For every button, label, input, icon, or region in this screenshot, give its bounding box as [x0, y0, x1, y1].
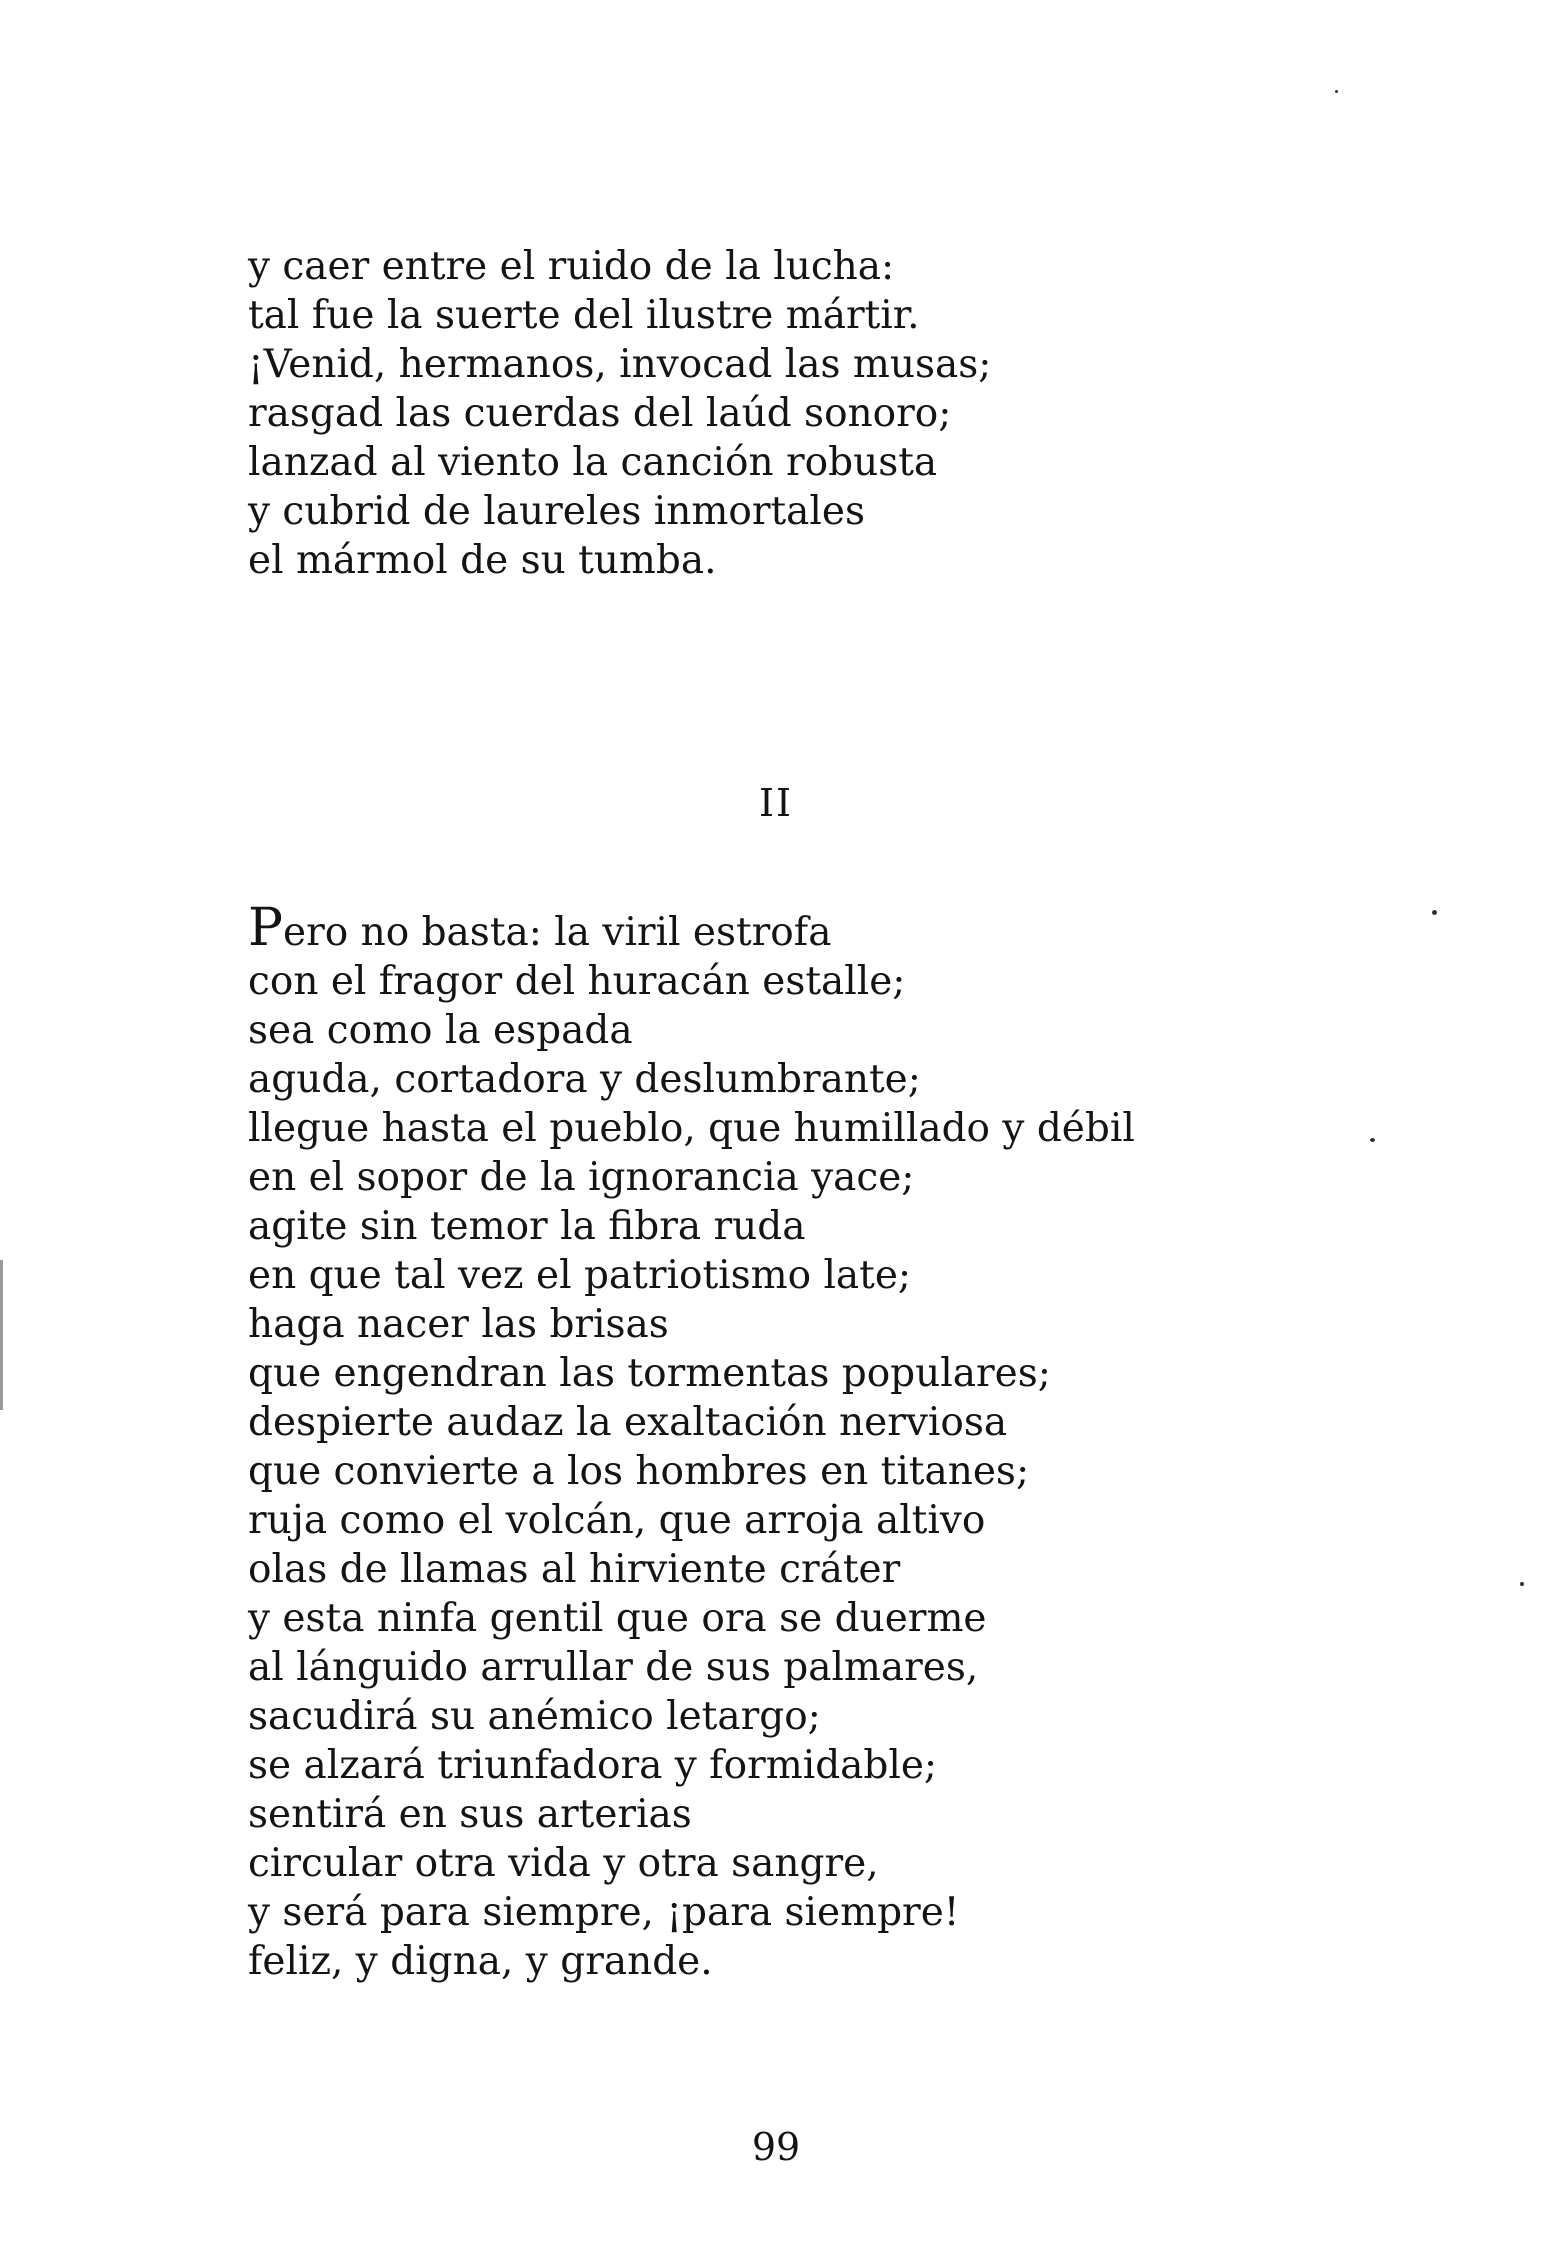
verse-line: lanzad al viento la canción robusta [248, 440, 938, 485]
verse-line: con el fragor del huracán estalle; [248, 959, 906, 1004]
verse-line: en que tal vez el patriotismo late; [248, 1253, 912, 1298]
stanza-2 [248, 898, 1135, 1986]
scan-speck [1335, 90, 1338, 93]
verse-line: y cubrid de laureles inmortales [248, 489, 865, 534]
verse-line: al lánguido arrullar de sus palmares, [248, 1645, 979, 1690]
verse-line: ruja como el volcán, que arroja altivo [248, 1498, 986, 1543]
verse-line: feliz, y digna, y grande. [248, 1939, 713, 1984]
verse-line: haga nacer las brisas [248, 1302, 669, 1347]
verse-line: circular otra vida y otra sangre, [248, 1841, 879, 1886]
verse-line: sea como la espada [248, 1008, 633, 1053]
verse-line: rasgad las cuerdas del laúd sonoro; [248, 391, 952, 436]
stanza-1 [248, 242, 991, 585]
verse-line: agite sin temor la fibra ruda [248, 1204, 806, 1249]
verse-line: y será para siempre, ¡para siempre! [248, 1890, 960, 1935]
verse-line: se alzará triunfadora y formidable; [248, 1743, 938, 1788]
verse-line: que convierte a los hombres en titanes; [248, 1449, 1030, 1494]
verse-line: sentirá en sus arterias [248, 1792, 692, 1837]
verse-line: llegue hasta el pueblo, que humillado y débil [248, 1106, 1135, 1151]
verse-line: tal fue la suerte del ilustre mártir. [248, 293, 920, 338]
verse-line: en el sopor de la ignorancia yace; [248, 1155, 915, 1200]
verse-line: y caer entre el ruido de la lucha: [248, 244, 895, 289]
verse-line: que engendran las tormentas populares; [248, 1351, 1051, 1396]
scan-speck [1520, 1582, 1524, 1586]
section-heading: II [758, 781, 794, 825]
scan-speck [1432, 910, 1437, 915]
verse-line: el mármol de su tumba. [248, 538, 717, 583]
drop-cap-letter: P [248, 898, 283, 958]
verse-line: y esta ninfa gentil que ora se duerme [248, 1596, 987, 1641]
verse-line: olas de llamas al hirviente cráter [248, 1547, 901, 1592]
verse-line-first [248, 898, 1135, 958]
verse-line: ¡Venid, hermanos, invocad las musas; [248, 342, 992, 387]
page-number: 99 [751, 2125, 801, 2169]
verse-line: aguda, cortadora y deslumbrante; [248, 1057, 921, 1102]
verse-line: sacudirá su anémico letargo; [248, 1694, 821, 1739]
scan-speck [1370, 1138, 1375, 1142]
verse-line: despierte audaz la exaltación nerviosa [248, 1400, 1008, 1445]
first-line-rest: ero no basta: la viril estrofa [283, 910, 832, 955]
scan-edge-mark [0, 1260, 3, 1410]
